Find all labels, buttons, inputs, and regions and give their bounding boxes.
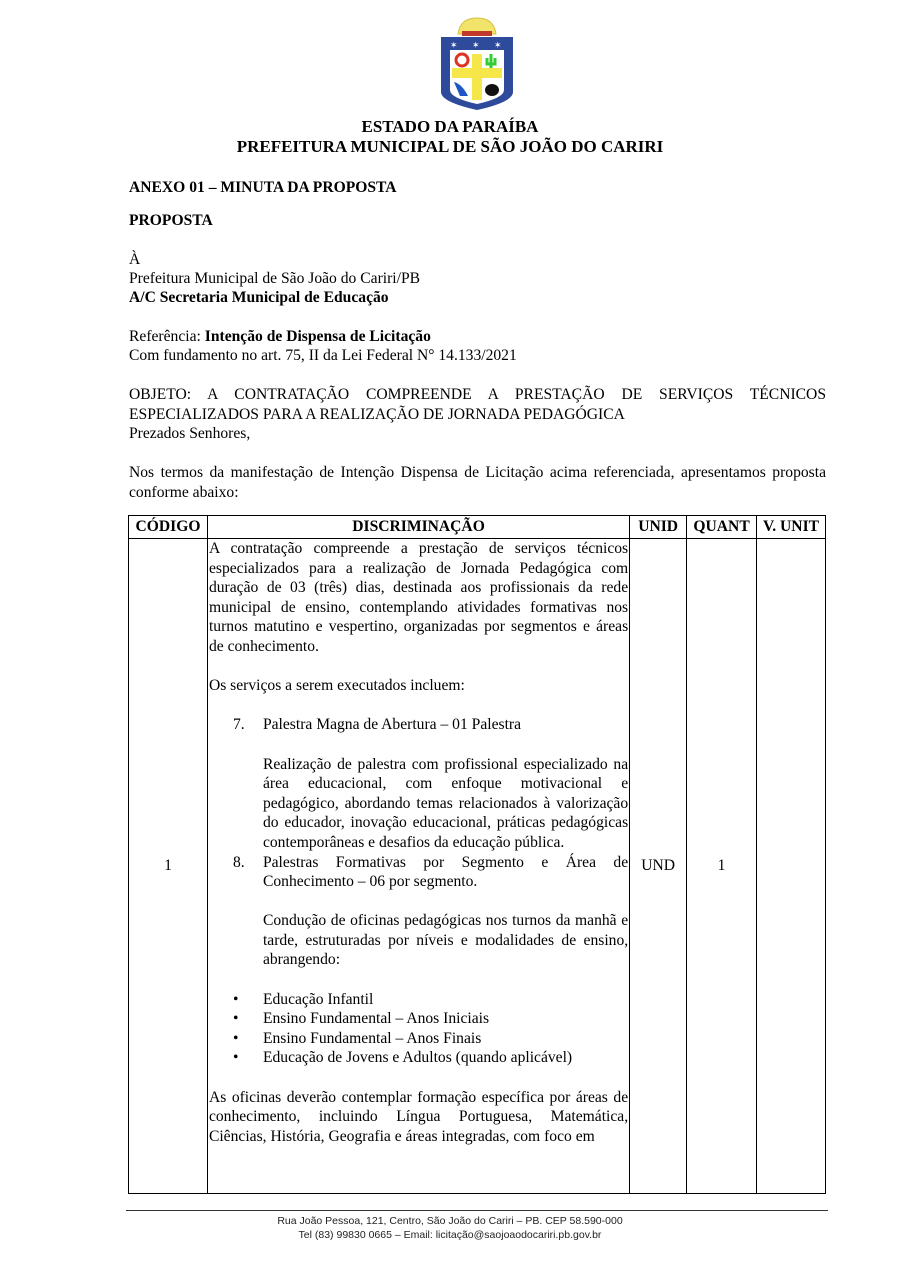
- svg-text:✶: ✶: [450, 40, 458, 50]
- cell-code: 1: [129, 539, 208, 1194]
- addressee-attention: A/C Secretaria Municipal de Educação: [129, 289, 389, 306]
- item-number: 7.: [232, 716, 245, 734]
- bullet-text: Educação Infantil: [262, 990, 374, 1008]
- desc-intro: A contratação compreende a prestação de serviços técnicos especializados para a realização de Jornada Pedagógica com duração de 03 (três) dias, destinada aos profissionais da rede municipal de ensino, contemplando atividades formativas nos turnos matutino e vespertino, organizadas por segmentos e áreas de conhecimento.: [208, 540, 629, 655]
- reference-label: Referência:: [129, 328, 205, 345]
- header-quantity: QUANT: [687, 516, 757, 539]
- reference-line: [129, 327, 826, 347]
- state-heading: ESTADO DA PARAÍBA: [361, 117, 539, 136]
- header-code: CÓDIGO: [129, 516, 208, 539]
- addressee-to: À: [129, 251, 141, 268]
- addressee-entity: Prefeitura Municipal de São João do Cariri/PB: [129, 270, 421, 287]
- footer-contact: Tel (83) 99830 0665 – Email: licitação@saojoaodocariri.pb.gov.br: [298, 1229, 602, 1241]
- list-item: [209, 715, 628, 735]
- intro-text: Nos termos da manifestação de Intenção Dispensa de Licitação acima referenciada, apresentamos proposta conforme abaixo:: [129, 464, 826, 501]
- greeting: Prezados Senhores,: [129, 425, 251, 442]
- bullet-item: • Educação de Jovens e Adultos (quando aplicável): [232, 1049, 573, 1067]
- item-text: Realização de palestra com profissional especializado na área educacional, com enfoque motivacional e pedagógico, abordando temas relacionados à valorização do educador, inovação educacional, práticas pedagógicas contemporâneas e desafios da educação pública.: [262, 755, 629, 851]
- table-row: [129, 539, 826, 1194]
- bullet-text: Ensino Fundamental – Anos Finais: [262, 1029, 482, 1047]
- header-unit: UNID: [630, 516, 687, 539]
- municipality-heading: PREFEITURA MUNICIPAL DE SÃO JOÃO DO CARIRI: [236, 137, 664, 156]
- table-header-row: [129, 516, 826, 539]
- item-text: Condução de oficinas pedagógicas nos turnos da manhã e tarde, estruturadas por níveis e modalidades de ensino, abrangendo:: [262, 912, 629, 969]
- cell-unit: UND: [630, 539, 687, 1194]
- header-unit-value: V. UNIT: [757, 516, 826, 539]
- cell-unit-value: [757, 539, 826, 1194]
- footer-address: Rua João Pessoa, 121, Centro, São João do Cariri – PB. CEP 58.590-000: [277, 1215, 623, 1227]
- proposal-title: PROPOSTA: [129, 212, 213, 229]
- bullet-item: • Ensino Fundamental – Anos Finais: [232, 1029, 482, 1047]
- object-text: OBJETO: A CONTRATAÇÃO COMPREENDE A PRESTAÇÃO DE SERVIÇOS TÉCNICOS ESPECIALIZADOS PARA A REALIZAÇÃO DE JORNADA PEDAGÓGICA: [129, 386, 826, 423]
- bullet-text: Ensino Fundamental – Anos Iniciais: [262, 1010, 490, 1028]
- services-label: Os serviços a serem executados incluem:: [208, 677, 465, 695]
- item-number: 8.: [232, 853, 245, 871]
- bullet-item: • Educação Infantil: [232, 990, 374, 1008]
- list-item: [209, 853, 628, 892]
- svg-text:✶: ✶: [494, 40, 502, 50]
- cell-quantity: 1: [687, 539, 757, 1194]
- reference-value: Intenção de Dispensa de Licitação: [204, 328, 431, 345]
- item-title: Palestras Formativas por Segmento e Área de Conhecimento – 06 por segmento.: [262, 853, 629, 891]
- legal-basis: Com fundamento no art. 75, II da Lei Federal N° 14.133/2021: [129, 347, 517, 364]
- coat-of-arms-logo: [436, 12, 518, 112]
- footer-divider: [126, 1210, 828, 1211]
- svg-text:✶: ✶: [472, 40, 480, 50]
- bullet-text: Educação de Jovens e Adultos (quando aplicável): [262, 1049, 573, 1067]
- desc-outro: As oficinas deverão contemplar formação específica por áreas de conhecimento, incluindo Língua Portuguesa, Matemática, Ciências, História, Geografia e áreas integradas, com foco em: [208, 1088, 629, 1145]
- bullet-item: • Ensino Fundamental – Anos Iniciais: [232, 1010, 490, 1028]
- proposal-table: [128, 515, 826, 1194]
- item-title: Palestra Magna de Abertura – 01 Palestra: [262, 716, 522, 734]
- cell-description: [207, 539, 629, 1194]
- annex-title: ANEXO 01 – MINUTA DA PROPOSTA: [129, 179, 397, 196]
- header-description: DISCRIMINAÇÃO: [207, 516, 629, 539]
